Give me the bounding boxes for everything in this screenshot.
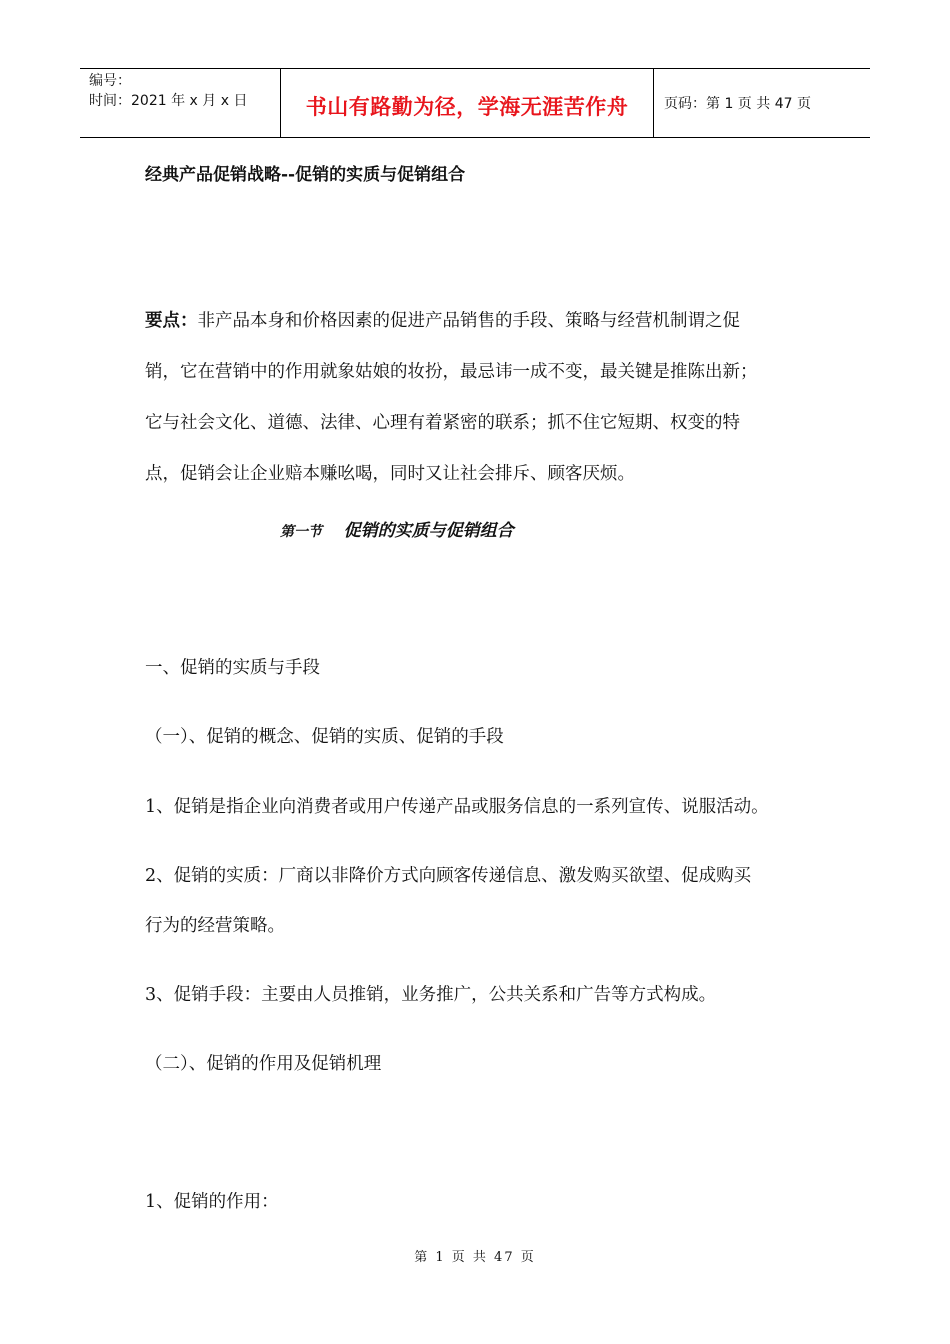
header-page-label: 页码：第 1 页 共 47 页 (664, 96, 811, 112)
key-points-line: 它与社会文化、道德、法律、心理有着紧密的联系；抓不住它短期、权变的特 (145, 413, 740, 433)
paragraph: 1、促销是指企业向消费者或用户传递产品或服务信息的一系列宣传、说服活动。 (145, 797, 769, 817)
document-date-label: 时间：2021 年 x 月 x 日 (89, 93, 248, 109)
header-page-cell (654, 69, 870, 137)
paragraph: 行为的经营策略。 (145, 916, 285, 936)
document-title: 经典产品促销战略--促销的实质与促销组合 (145, 165, 466, 185)
document-number-label: 编号： (89, 73, 131, 89)
paragraph: 1、促销的作用： (145, 1192, 279, 1212)
paragraph: （二）、促销的作用及促销机理 (145, 1054, 382, 1074)
paragraph: 一、促销的实质与手段 (145, 658, 320, 678)
key-points-text: 非产品本身和价格因素的促进产品销售的手段、策略与经营机制谓之促 (197, 311, 740, 331)
key-points-line (145, 296, 815, 347)
page-header (80, 68, 870, 138)
header-motto-cell (281, 69, 654, 137)
key-points-line: 点，促销会让企业赔本赚吆喝，同时又让社会排斥、顾客厌烦。 (145, 464, 635, 484)
key-points-block (145, 296, 815, 500)
key-points-line: 销，它在营销中的作用就象姑娘的妆扮，最忌讳一成不变，最关键是推陈出新； (145, 362, 758, 382)
key-points-label: 要点： (145, 311, 198, 331)
page-footer: 第 1 页 共 47 页 (414, 1250, 536, 1265)
section-title: 促销的实质与促销组合 (343, 521, 514, 541)
paragraph: 3、促销手段：主要由人员推销，业务推广，公共关系和广告等方式构成。 (145, 985, 717, 1005)
section-number: 第一节 (280, 524, 322, 540)
paragraph: 2、促销的实质：厂商以非降价方式向顾客传递信息、激发购买欲望、促成购买 (145, 866, 752, 886)
header-motto: 书山有路勤为径，学海无涯苦作舟 (305, 95, 629, 119)
header-info-cell (80, 69, 281, 137)
section-heading (280, 516, 514, 541)
paragraph: （一）、促销的概念、促销的实质、促销的手段 (145, 727, 504, 747)
